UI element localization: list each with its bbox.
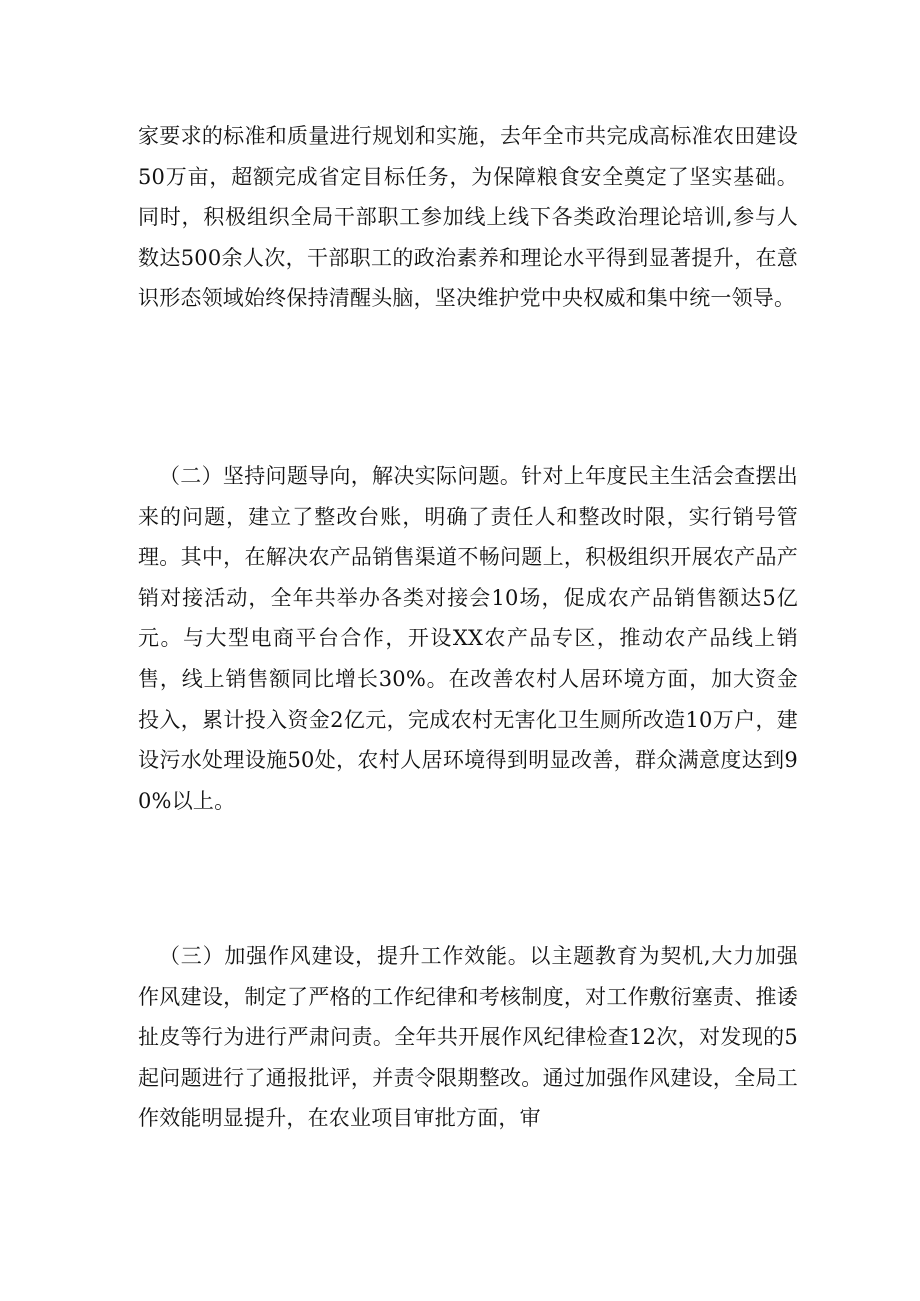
paragraph-3: （三）加强作风建设，提升工作效能。以主题教育为契机,大力加强作风建设，制定了严格的工作纪律和考核制度，对工作敷衍塞责、推诿扯皮等行为进行严肃问责。全年共开展作风纪律检查12次，对发现的5起问题进行了通报批评，并责令限期整改。通过加强作风建设，全局工作效能明显提升，在农业项目审批方面，审 (138, 944, 798, 1131)
paragraph-1: 家要求的标准和质量进行规划和实施，去年全市共完成高标准农田建设50万亩，超额完成省定目标任务，为保障粮食安全奠定了坚实基础。同时，积极组织全局干部职工参加线上线下各类政治理论培训,参与人数达500余人次，干部职工的政治素养和理论水平得到显著提升，在意识形态领域始终保持清醒头脑，坚决维护党中央权威和集中统一领导。 (138, 124, 798, 311)
paragraph-2: （二）坚持问题导向，解决实际问题。针对上年度民主生活会查摆出来的问题，建立了整改台账，明确了责任人和整改时限，实行销号管理。其中，在解决农产品销售渠道不畅问题上，积极组织开展农产品产销对接活动，全年共举办各类对接会10场，促成农产品销售额达5亿元。与大型电商平台合作，开设XX农产品专区，推动农产品线上销售，线上销售额同比增长30%。在改善农村人居环境方面，加大资金投入，累计投入资金2亿元，完成农村无害化卫生厕所改造10万户，建设污水处理设施50处，农村人居环境得到明显改善，群众满意度达到90%以上。 (138, 464, 798, 813)
